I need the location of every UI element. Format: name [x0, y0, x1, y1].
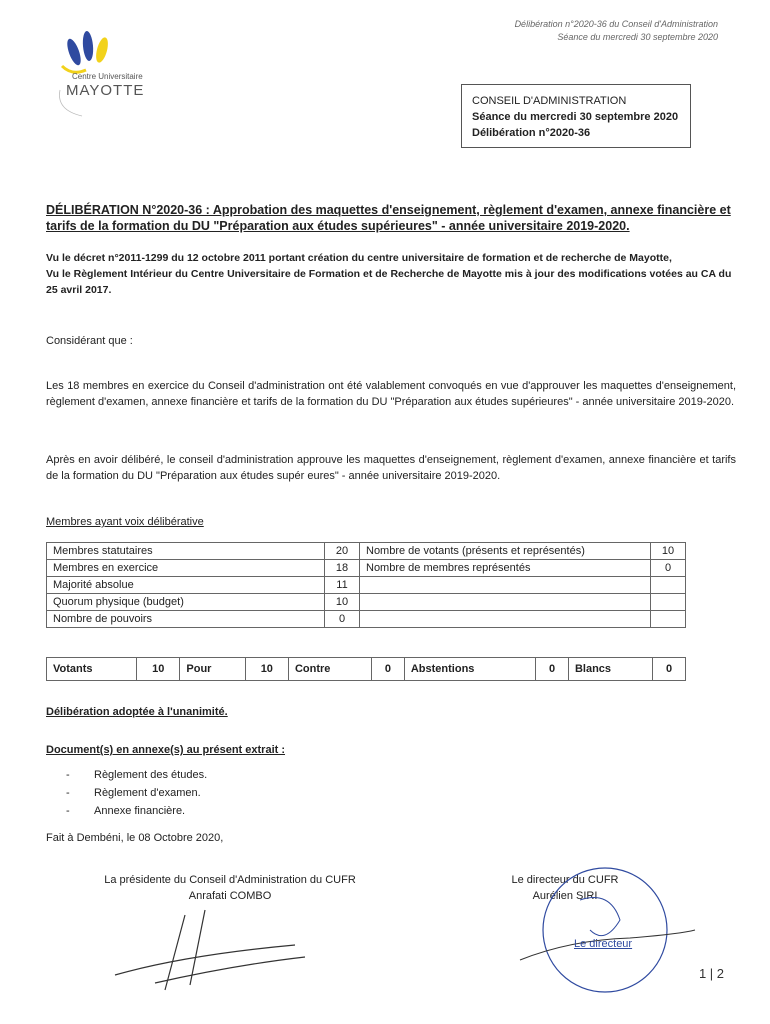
members-row	[47, 560, 686, 577]
member-label2: Nombre de membres représentés	[360, 560, 651, 577]
member-value2: 10	[651, 543, 686, 560]
adoption-statement: Délibération adoptée à l'unanimité.	[46, 706, 228, 718]
president-role: La présidente du Conseil d'Administration du CUFR	[104, 874, 356, 886]
annex-item: - Règlement d'examen.	[66, 784, 207, 802]
abstentions-value: 0	[536, 658, 569, 681]
member-label: Membres statutaires	[47, 543, 325, 560]
member-label2	[360, 594, 651, 611]
document-title: DÉLIBÉRATION N°2020-36 : Approbation des maquettes d'enseignement, règlement d'examen, annexe financière et tarifs de la formation du DU "Préparation aux études supérieures" - année universitaire 2019-2020.	[46, 203, 731, 233]
annex-list	[66, 766, 207, 820]
pour-label: Pour	[180, 658, 245, 681]
blancs-value: 0	[653, 658, 686, 681]
director-role: Le directeur du CUFR	[511, 874, 619, 886]
members-table	[46, 542, 686, 628]
paragraph-approval: Après en avoir délibéré, le conseil d'administration approuve les maquettes d'enseignement, règlement d'examen, annexe financière et tarifs de la formation du DU "Préparation aux études supér eures" - année universitaire 2019-2020.	[46, 454, 736, 482]
member-value2	[651, 594, 686, 611]
member-value2: 0	[651, 560, 686, 577]
member-value: 18	[325, 560, 360, 577]
votes-table	[46, 657, 686, 681]
contre-label: Contre	[288, 658, 371, 681]
annex-item: - Annexe financière.	[66, 802, 207, 820]
votes-row	[47, 658, 686, 681]
legal-basis	[46, 250, 736, 298]
members-row	[47, 543, 686, 560]
logo-text-line2: MAYOTTE	[66, 82, 145, 99]
session-box-line2: Séance du mercredi 30 septembre 2020	[472, 111, 679, 123]
member-label: Nombre de pouvoirs	[47, 611, 325, 628]
signatory-president	[90, 872, 370, 904]
session-box-line1: CONSEIL D'ADMINISTRATION	[472, 95, 627, 107]
annex-item: - Règlement des études.	[66, 766, 207, 784]
header-ref-line1: Délibération n°2020-36 du Conseil d'Administration	[514, 19, 718, 29]
votants-label: Votants	[47, 658, 137, 681]
considerant: Considérant que :	[46, 335, 133, 347]
contre-value: 0	[372, 658, 405, 681]
member-value: 11	[325, 577, 360, 594]
legal-basis-line2: Vu le Règlement Intérieur du Centre Universitaire de Formation et de Recherche de Mayotte mis à jour des modifications votées au CA du 25 avril 2017.	[46, 268, 732, 296]
member-value: 0	[325, 611, 360, 628]
member-value2	[651, 611, 686, 628]
place-date: Fait à Dembéni, le 08 Octobre 2020,	[46, 832, 224, 844]
session-box	[461, 84, 691, 148]
logo-text-line1: Centre Universitaire	[72, 72, 143, 81]
members-row	[47, 577, 686, 594]
members-row	[47, 594, 686, 611]
member-value: 10	[325, 594, 360, 611]
legal-basis-line1: Vu le décret n°2011-1299 du 12 octobre 2011 portant création du centre universitaire de formation et de recherche de Mayotte,	[46, 252, 672, 264]
member-label: Majorité absolue	[47, 577, 325, 594]
blancs-label: Blancs	[568, 658, 652, 681]
stamp-label: Le directeur	[574, 938, 633, 950]
member-label: Membres en exercice	[47, 560, 325, 577]
member-value: 20	[325, 543, 360, 560]
member-label2	[360, 611, 651, 628]
abstentions-label: Abstentions	[404, 658, 535, 681]
paragraph-convocation: Les 18 membres en exercice du Conseil d'administration ont été valablement convoqués en vue d'approuver les maquettes d'enseignement, règlement d'examen, annexe financière et tarifs de la formation du DU "Préparation aux études supérieures" - année universitaire 2019-2020.	[46, 380, 736, 408]
header-ref-line2: Séance du mercredi 30 septembre 2020	[557, 32, 718, 42]
annex-title: Document(s) en annexe(s) au présent extrait :	[46, 744, 286, 756]
members-title: Membres ayant voix délibérative	[46, 516, 204, 528]
page-number: 1 | 2	[698, 966, 724, 981]
director-name: Aurélien SIRI	[532, 890, 598, 902]
member-value2	[651, 577, 686, 594]
member-label2	[360, 577, 651, 594]
signature-president-icon	[95, 905, 325, 995]
members-row	[47, 611, 686, 628]
pour-value: 10	[245, 658, 288, 681]
member-label2: Nombre de votants (présents et représentés)	[360, 543, 651, 560]
member-label: Quorum physique (budget)	[47, 594, 325, 611]
votants-value: 10	[137, 658, 180, 681]
official-stamp-icon	[510, 860, 700, 1000]
header-reference	[515, 18, 718, 44]
president-name: Anrafati COMBO	[188, 890, 272, 902]
session-box-line3: Délibération n°2020-36	[472, 127, 591, 139]
